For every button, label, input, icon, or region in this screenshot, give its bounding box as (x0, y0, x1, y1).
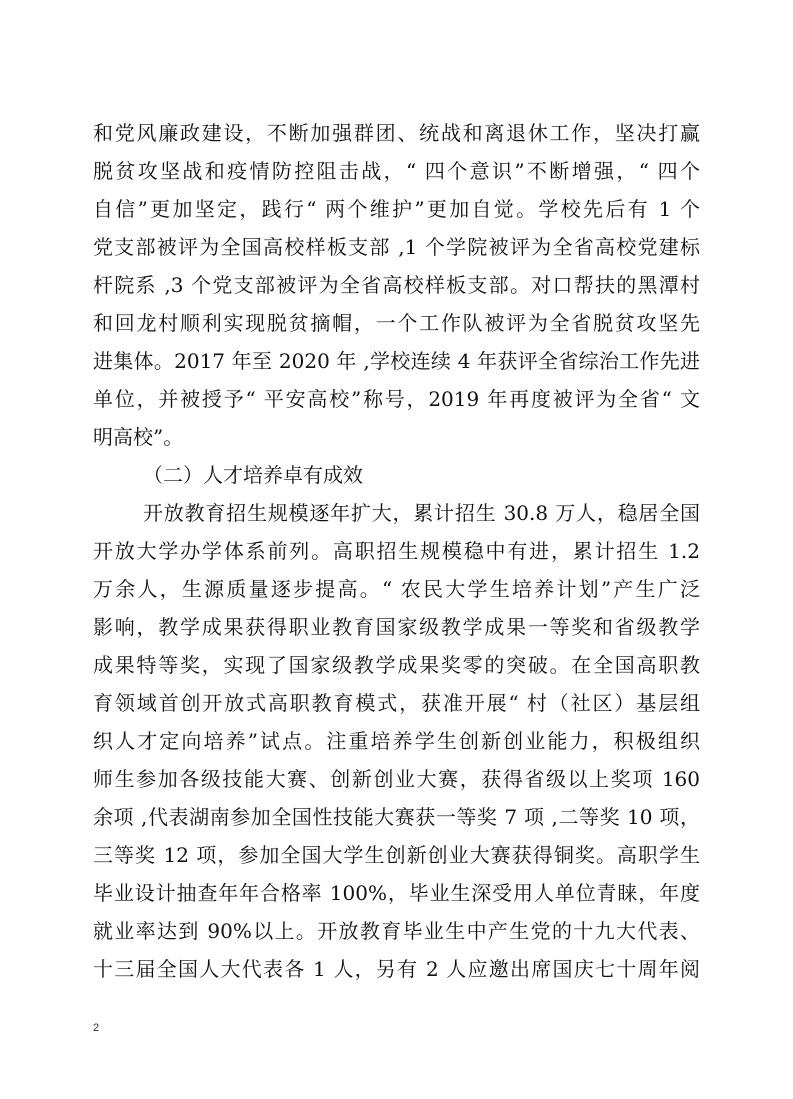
paragraph-line: 开放教育招生规模逐年扩大，累计招生 30.8 万人，稳居全国 (143, 501, 700, 525)
paragraph-line: 明高校”。 (93, 425, 184, 449)
paragraph-line: 余项 ,代表湖南参加全国性技能大赛获一等奖 7 项 ,二等奖 10 项， (93, 805, 700, 829)
page-number: 2 (93, 1022, 100, 1034)
paragraph-line: 杆院系 ,3 个党支部被评为全省高校样板支部。对口帮扶的黑潭村 (93, 273, 700, 297)
section-heading: （二）人才培养卓有成效 (143, 463, 363, 487)
paragraph-line: 单位，并被授予“ 平安高校”称号，2019 年再度被评为全省“ 文 (93, 387, 700, 411)
paragraph-line: 三等奖 12 项，参加全国大学生创新创业大赛获得铜奖。高职学生 (93, 843, 700, 867)
paragraph-line: 自信”更加坚定，践行“ 两个维护”更加自觉。学校先后有 1 个 (93, 197, 700, 221)
paragraph-line: 开放大学办学体系前列。高职招生规模稳中有进，累计招生 1.2 (93, 539, 700, 563)
paragraph-1 (93, 114, 700, 456)
paragraph-line: 脱贫攻坚战和疫情防控阻击战，“ 四个意识”不断增强，“ 四个 (93, 159, 700, 183)
body-text (93, 114, 700, 988)
paragraph-line: 毕业设计抽查年年合格率 100%，毕业生深受用人单位青睐，年度 (93, 881, 700, 905)
paragraph-line: 师生参加各级技能大赛、创新创业大赛，获得省级以上奖项 160 (93, 767, 700, 791)
paragraph-line: 万余人，生源质量逐步提高。“ 农民大学生培养计划”产生广泛 (93, 577, 700, 601)
paragraph-line: 成果特等奖，实现了国家级教学成果奖零的突破。在全国高职教 (93, 653, 700, 677)
paragraph-2 (93, 494, 700, 988)
paragraph-line: 织人才定向培养”试点。注重培养学生创新创业能力，积极组织 (93, 729, 700, 753)
paragraph-line: 党支部被评为全国高校样板支部 ,1 个学院被评为全省高校党建标 (93, 235, 700, 259)
paragraph-line: 进集体。2017 年至 2020 年 ,学校连续 4 年获评全省综治工作先进 (93, 349, 700, 373)
paragraph-line: 和党风廉政建设，不断加强群团、统战和离退休工作，坚决打赢 (93, 121, 700, 145)
paragraph-line: 十三届全国人大代表各 1 人，另有 2 人应邀出席国庆七十周年阅 (93, 957, 700, 981)
paragraph-line: 育领域首创开放式高职教育模式，获准开展“ 村（社区）基层组 (93, 691, 700, 715)
paragraph-line: 就业率达到 90%以上。开放教育毕业生中产生党的十九大代表、 (93, 919, 700, 943)
paragraph-line: 和回龙村顺利实现脱贫摘帽，一个工作队被评为全省脱贫攻坚先 (93, 311, 700, 335)
paragraph-line: 影响，教学成果获得职业教育国家级教学成果一等奖和省级教学 (93, 615, 700, 639)
